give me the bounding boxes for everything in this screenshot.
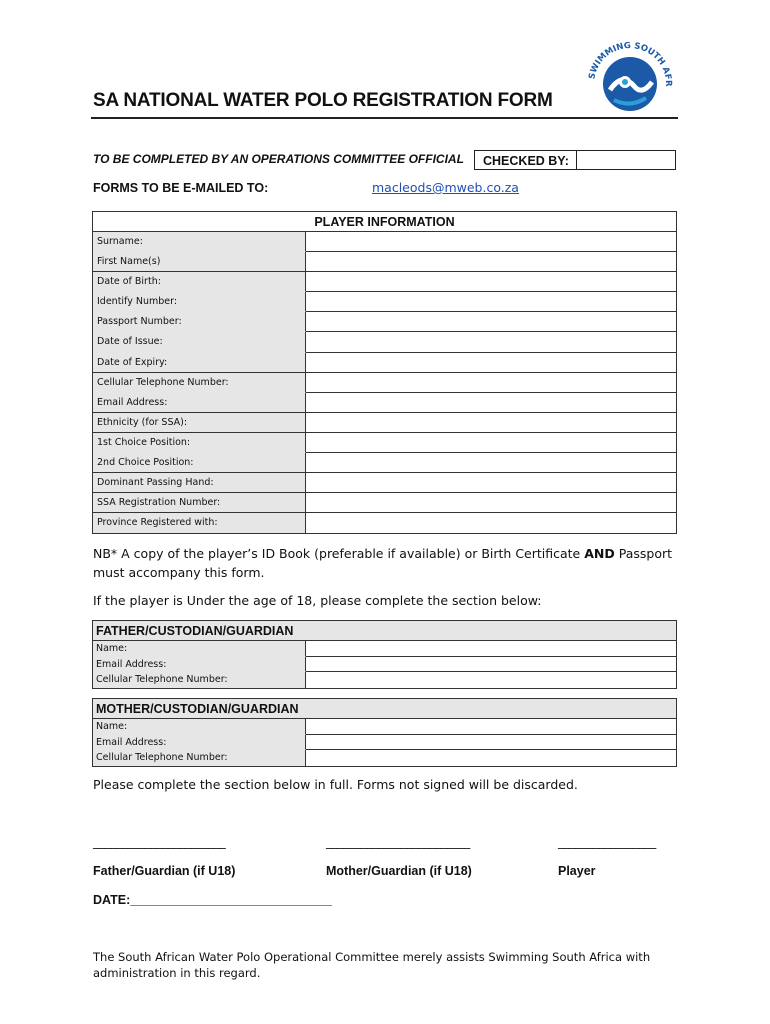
field-label: Email Address:	[93, 657, 306, 673]
mother-signature-label: Mother/Guardian (if U18)	[326, 864, 472, 878]
table-row	[93, 433, 676, 453]
table-row	[93, 657, 676, 673]
field-label: Ethnicity (for SSA):	[93, 413, 306, 433]
date-field[interactable]: DATE:_____________________________	[93, 893, 332, 907]
first-names-field[interactable]	[306, 252, 676, 272]
field-label: Identify Number:	[93, 292, 306, 312]
table-row	[93, 719, 676, 735]
field-label: First Name(s)	[93, 252, 306, 272]
field-label: 2nd Choice Position:	[93, 453, 306, 473]
mother-name-field[interactable]	[306, 719, 676, 735]
under-18-note: If the player is Under the age of 18, please complete the section below:	[93, 593, 542, 608]
nb-text-part1: NB* A copy of the player’s ID Book (preferable if available) or Birth Certificate	[93, 546, 585, 561]
forms-emailed-label: FORMS TO BE E-MAILED TO:	[93, 181, 269, 195]
checked-by-label: CHECKED BY:	[475, 151, 577, 169]
field-label: Cellular Telephone Number:	[93, 373, 306, 393]
province-registered-field[interactable]	[306, 513, 676, 533]
table-row	[93, 292, 676, 312]
player-information-heading: PLAYER INFORMATION	[93, 212, 676, 232]
player-signature-label: Player	[558, 864, 596, 878]
first-choice-position-field[interactable]	[306, 433, 676, 453]
field-label: Surname:	[93, 232, 306, 252]
table-row	[93, 332, 676, 352]
table-row	[93, 750, 676, 766]
father-section-heading: FATHER/CUSTODIAN/GUARDIAN	[93, 621, 676, 641]
table-row	[93, 513, 676, 533]
table-row	[93, 413, 676, 433]
father-name-field[interactable]	[306, 641, 676, 657]
field-label: 1st Choice Position:	[93, 433, 306, 453]
mother-section-heading: MOTHER/CUSTODIAN/GUARDIAN	[93, 699, 676, 719]
table-row	[93, 735, 676, 751]
checked-by-field[interactable]	[577, 151, 675, 169]
footer-note: The South African Water Polo Operational Committee merely assists Swimming South Africa with administration in this regard.	[93, 950, 651, 980]
table-row	[93, 672, 676, 688]
ethnicity-field[interactable]	[306, 413, 676, 433]
field-label: Cellular Telephone Number:	[93, 672, 306, 688]
table-row	[93, 252, 676, 272]
player-signature-line[interactable]: _________________	[558, 834, 656, 849]
father-email-field[interactable]	[306, 657, 676, 673]
email-address-field[interactable]	[306, 393, 676, 413]
logo-text: SWIMMING SOUTH AFR	[587, 42, 674, 87]
cellular-number-field[interactable]	[306, 373, 676, 393]
date-of-birth-field[interactable]	[306, 272, 676, 292]
table-row	[93, 232, 676, 252]
mother-signature-line[interactable]: _________________________	[326, 834, 470, 849]
field-label: Email Address:	[93, 735, 306, 751]
field-label: Date of Issue:	[93, 332, 306, 352]
checked-by-box	[474, 150, 676, 170]
date-of-expiry-field[interactable]	[306, 353, 676, 373]
official-note: TO BE COMPLETED BY AN OPERATIONS COMMITTEE OFFICIAL	[93, 152, 464, 166]
field-label: Cellular Telephone Number:	[93, 750, 306, 766]
identity-number-field[interactable]	[306, 292, 676, 312]
table-row	[93, 272, 676, 292]
field-label: Passport Number:	[93, 312, 306, 332]
father-signature-line[interactable]: _______________________	[93, 834, 226, 849]
father-signature-label: Father/Guardian (if U18)	[93, 864, 236, 878]
table-row	[93, 453, 676, 473]
field-label: Date of Expiry:	[93, 353, 306, 373]
field-label: SSA Registration Number:	[93, 493, 306, 513]
field-label: Date of Birth:	[93, 272, 306, 292]
mother-email-field[interactable]	[306, 735, 676, 751]
nb-text-part2: Passport must accompany this form.	[93, 546, 673, 580]
table-row	[93, 373, 676, 393]
second-choice-position-field[interactable]	[306, 453, 676, 473]
field-label: Email Address:	[93, 393, 306, 413]
table-row	[93, 641, 676, 657]
date-of-issue-field[interactable]	[306, 332, 676, 352]
complete-note: Please complete the section below in full. Forms not signed will be discarded.	[93, 777, 578, 792]
field-label: Name:	[93, 641, 306, 657]
ssa-registration-number-field[interactable]	[306, 493, 676, 513]
id-document-note	[93, 544, 678, 582]
table-row	[93, 493, 676, 513]
field-label: Name:	[93, 719, 306, 735]
table-row	[93, 312, 676, 332]
surname-field[interactable]	[306, 232, 676, 252]
table-row	[93, 393, 676, 413]
field-label: Dominant Passing Hand:	[93, 473, 306, 493]
swimming-south-africa-logo	[580, 42, 680, 122]
table-row	[93, 353, 676, 373]
form-title: SA NATIONAL WATER POLO REGISTRATION FORM	[93, 90, 553, 111]
mother-cellular-field[interactable]	[306, 750, 676, 766]
field-label: Province Registered with:	[93, 513, 306, 533]
passport-number-field[interactable]	[306, 312, 676, 332]
email-link[interactable]: macleods@mweb.co.za	[372, 180, 519, 195]
title-divider	[91, 117, 678, 119]
dominant-passing-hand-field[interactable]	[306, 473, 676, 493]
father-guardian-table	[92, 620, 677, 689]
player-information-table	[92, 211, 677, 534]
father-cellular-field[interactable]	[306, 672, 676, 688]
table-row	[93, 473, 676, 493]
nb-text-bold: AND	[584, 546, 615, 561]
mother-guardian-table	[92, 698, 677, 767]
